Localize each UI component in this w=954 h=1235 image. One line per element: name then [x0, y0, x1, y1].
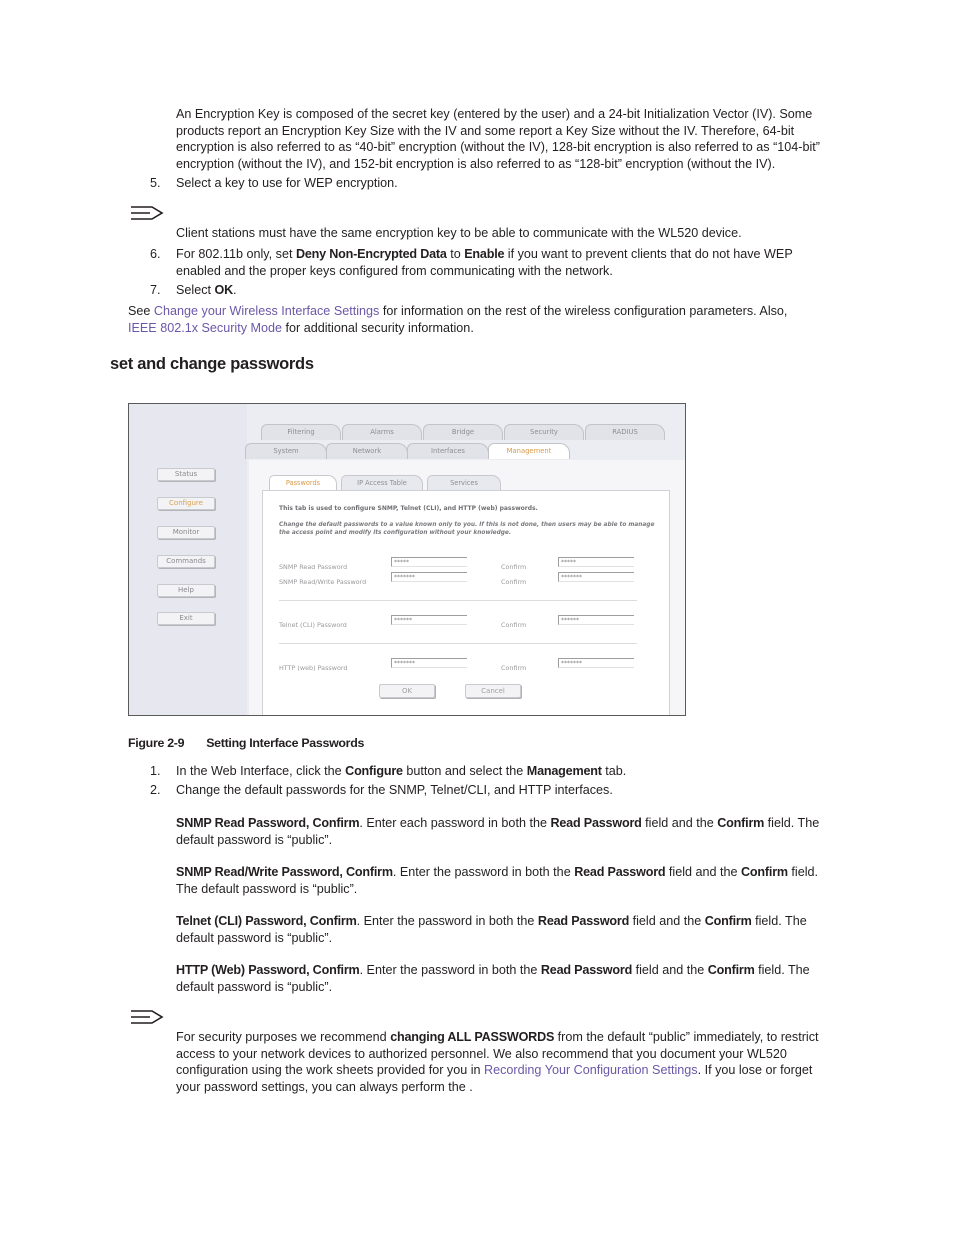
- telnet-confirm-label: Confirm: [501, 621, 527, 629]
- tab-ip-access-table[interactable]: IP Access Table: [341, 475, 423, 490]
- figure-label: Figure 2-9: [128, 736, 185, 750]
- definition-term: SNMP Read Password, Confirm: [176, 816, 360, 830]
- tab-radius[interactable]: RADIUS: [585, 424, 665, 440]
- see-text-post: for additional security information.: [282, 320, 474, 335]
- passwords-form: [262, 490, 670, 716]
- http-label: HTTP (web) Password: [279, 664, 348, 672]
- snmp-rw-confirm-field[interactable]: *******: [558, 572, 634, 582]
- tab-bridge[interactable]: Bridge: [423, 424, 503, 440]
- step-2: [150, 782, 821, 799]
- read-password-term: Read Password: [574, 865, 666, 879]
- snmp-rw-field[interactable]: *******: [391, 572, 467, 582]
- form-divider: [279, 643, 637, 644]
- see-text-mid: for information on the rest of the wireless configuration parameters. Also,: [379, 304, 788, 318]
- step-text-post: .: [233, 283, 237, 297]
- note-text: Client stations must have the same encryption key to be able to communicate with the WL520 device.: [176, 226, 742, 240]
- ok-term: OK: [214, 283, 234, 297]
- configure-term: Configure: [345, 764, 403, 778]
- changing-all-passwords-term: changing ALL PASSWORDS: [390, 1030, 555, 1044]
- step-text: Select a key to use for WEP encryption.: [176, 176, 398, 190]
- tab-system[interactable]: System: [245, 443, 327, 459]
- link-recording-configuration-settings[interactable]: Recording Your Configuration Settings: [484, 1063, 698, 1077]
- read-password-term: Read Password: [540, 963, 633, 977]
- definition-text: field and the: [629, 914, 705, 928]
- step-number: 7.: [150, 283, 161, 297]
- telnet-field[interactable]: ******: [391, 615, 467, 625]
- step-number: 6.: [150, 247, 161, 261]
- note-text-mid: from the default “public” immediately, to restrict access to your network devices to authorized personnel. We also recommend that you document your WL520 configuration using the work sheets provided for you in: [176, 1030, 819, 1077]
- snmp-read-confirm-field[interactable]: *****: [558, 557, 634, 567]
- confirm-term: Confirm: [741, 865, 788, 879]
- note-2: [176, 1029, 821, 1095]
- note-text-post: . If you lose or forget your password settings, you can always perform the .: [176, 1063, 813, 1094]
- section-title: set and change passwords: [110, 355, 314, 373]
- management-term: Management: [526, 764, 602, 778]
- setting-enable: Enable: [464, 247, 505, 261]
- step-text-mid: to: [446, 247, 465, 261]
- tab-services[interactable]: Services: [427, 475, 501, 490]
- confirm-term: Confirm: [717, 816, 765, 830]
- sidebar-configure-button[interactable]: Configure: [157, 497, 215, 510]
- telnet-label: Telnet (CLI) Password: [279, 621, 347, 629]
- step-1: [150, 763, 821, 780]
- definition-text: field. The default password is “public”.: [176, 816, 820, 847]
- tab-interfaces[interactable]: Interfaces: [407, 443, 489, 459]
- definition-text: field. The default password is “public”.: [176, 865, 819, 896]
- screenshot-figure: [128, 403, 686, 716]
- http-confirm-field[interactable]: *******: [558, 658, 634, 668]
- definition-text: . Enter the password in both the: [392, 865, 575, 879]
- form-header: This tab is used to configure SNMP, Telnet (CLI), and HTTP (web) passwords.: [279, 505, 538, 512]
- step-number: 1.: [150, 764, 161, 778]
- http-confirm-label: Confirm: [501, 664, 527, 672]
- tab-passwords[interactable]: Passwords: [269, 475, 337, 490]
- step-number: 2.: [150, 783, 161, 797]
- snmp-rw-label: SNMP Read/Write Password: [279, 578, 367, 586]
- http-field[interactable]: *******: [391, 658, 467, 668]
- definition-text: field. The default password is “public”.: [176, 914, 807, 945]
- definition-term: HTTP (Web) Password, Confirm: [176, 963, 360, 977]
- form-divider: [279, 600, 637, 601]
- see-also-paragraph: [128, 303, 818, 336]
- sidebar-exit-button[interactable]: Exit: [157, 612, 215, 625]
- tab-alarms[interactable]: Alarms: [342, 424, 422, 440]
- tab-management[interactable]: Management: [488, 443, 570, 459]
- sidebar-monitor-button[interactable]: Monitor: [157, 526, 215, 539]
- read-password-term: Read Password: [550, 816, 642, 830]
- sidebar-status-button[interactable]: Status: [157, 468, 215, 481]
- snmp-read-label: SNMP Read Password: [279, 563, 348, 571]
- definition-text: field and the: [641, 816, 718, 830]
- snmp-read-field[interactable]: *****: [391, 557, 467, 567]
- tab-filtering[interactable]: Filtering: [261, 424, 341, 440]
- definition-text: . Enter each password in both the: [359, 816, 551, 830]
- step-text-mid: button and select the: [402, 764, 527, 778]
- definition-text: . Enter the password in both the: [359, 963, 541, 977]
- cancel-button[interactable]: Cancel: [465, 684, 521, 698]
- step-6: [150, 246, 821, 279]
- definition-term: Telnet (CLI) Password, Confirm: [176, 914, 357, 928]
- step-text-pre: In the Web Interface, click the: [176, 764, 346, 778]
- link-wireless-interface-settings[interactable]: Change your Wireless Interface Settings: [153, 304, 380, 318]
- step-7: [150, 282, 821, 299]
- telnet-confirm-field[interactable]: ******: [558, 615, 634, 625]
- form-description: Change the default passwords to a value known only to you. If this is not done, then users may be able to manage the access point and modify its configuration without your knowledge.: [279, 522, 655, 536]
- definition-text: field and the: [665, 865, 742, 879]
- definition-snmp-read-write: [176, 864, 821, 897]
- step-text-post: if you want to prevent clients that do not have WEP enabled and the proper keys configured from communicating with the network.: [176, 247, 793, 278]
- sidebar-commands-button[interactable]: Commands: [157, 555, 215, 568]
- step-text-pre: Select: [176, 283, 215, 297]
- setting-deny-non-encrypted: Deny Non-Encrypted Data: [295, 247, 447, 261]
- definition-text: field and the: [632, 963, 708, 977]
- tab-network[interactable]: Network: [326, 443, 408, 459]
- definition-text: field. The default password is “public”.: [176, 963, 810, 994]
- definition-telnet: [176, 913, 821, 946]
- definition-http: [176, 962, 821, 995]
- definition-snmp-read: [176, 815, 821, 848]
- step-text-post: tab.: [601, 764, 627, 778]
- note-arrow-icon: [130, 1009, 164, 1025]
- see-text-pre: See: [128, 304, 154, 318]
- definition-text: . Enter the password in both the: [356, 914, 538, 928]
- confirm-term: Confirm: [704, 914, 752, 928]
- read-password-term: Read Password: [537, 914, 630, 928]
- sidebar-help-button[interactable]: Help: [157, 584, 215, 597]
- definition-term: SNMP Read/Write Password, Confirm: [176, 865, 393, 879]
- note-1: [176, 225, 821, 242]
- intro-text: An Encryption Key is composed of the secret key (entered by the user) and a 24-bit Initialization Vector (IV). Some products report an Encryption Key Size with the IV and some report a Key Size without the IV. Therefore, 64-bit encryption is also referred to as “40-bit” encryption (without the IV), 128-bit encryption is also referred to as “104-bit” encryption (without the IV), and 152-bit encryption is also referred to as “128-bit” encryption (without the IV).: [176, 107, 820, 171]
- step-5: [150, 175, 821, 192]
- step-number: 5.: [150, 176, 161, 190]
- note-text-pre: For security purposes we recommend: [176, 1030, 391, 1044]
- ok-button[interactable]: OK: [379, 684, 435, 698]
- figure-title: Setting Interface Passwords: [206, 736, 365, 750]
- intro-paragraph: [176, 106, 821, 172]
- figure-caption: [128, 735, 364, 752]
- snmp-rw-confirm-label: Confirm: [501, 578, 527, 586]
- link-ieee-8021x[interactable]: IEEE 802.1x Security Mode: [128, 320, 283, 335]
- tab-security[interactable]: Security: [504, 424, 584, 440]
- confirm-term: Confirm: [707, 963, 755, 977]
- snmp-read-confirm-label: Confirm: [501, 563, 527, 571]
- note-arrow-icon: [130, 205, 164, 221]
- step-text: Change the default passwords for the SNMP, Telnet/CLI, and HTTP interfaces.: [176, 783, 613, 797]
- step-text-pre: For 802.11b only, set: [176, 247, 296, 261]
